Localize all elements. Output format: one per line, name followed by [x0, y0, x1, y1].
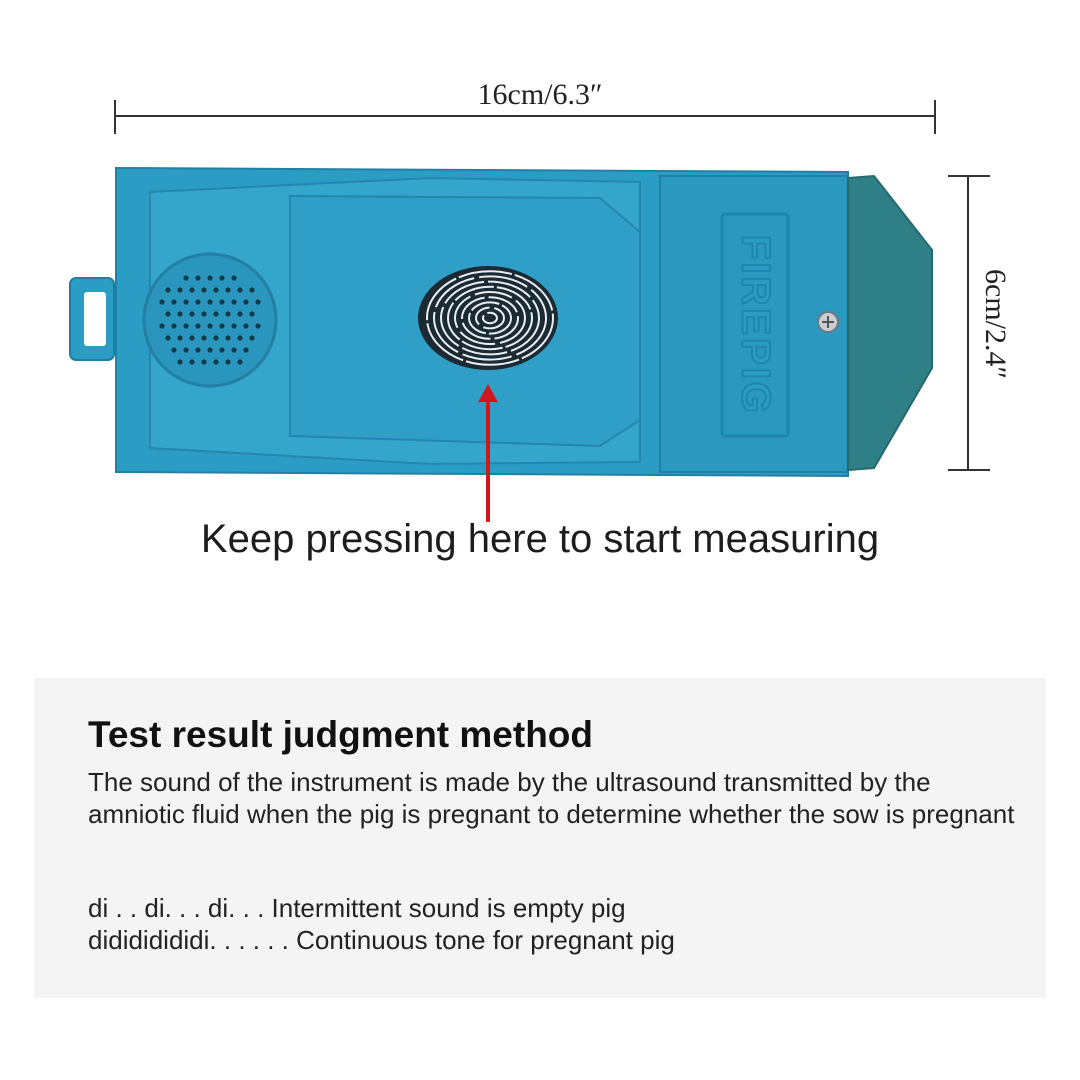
panel-description: The sound of the instrument is made by the ultrasound transmitted by the amniotic fluid when the pig is pregnant to determine whether the sow is pregnant — [88, 767, 1015, 829]
fingerprint-icon — [418, 266, 558, 370]
probe-head — [848, 176, 932, 470]
pregnant-pig-line: didididididi. . . . . . Continuous tone for pregnant pig — [88, 925, 675, 955]
panel-title: Test result judgment method — [88, 714, 594, 755]
brand-text: FIREPIG — [733, 234, 778, 417]
height-label: 6cm/2.4″ — [979, 269, 1012, 379]
empty-pig-line: di . . di. . . di. . . Intermittent sound is empty pig — [88, 893, 626, 923]
instruction-text: Keep pressing here to start measuring — [200, 517, 880, 561]
judgment-panel — [34, 678, 1046, 998]
lanyard-loop-icon — [70, 278, 114, 360]
speaker-grille-icon — [144, 254, 276, 386]
length-label: 16cm/6.3″ — [477, 78, 603, 111]
screw-icon — [818, 312, 838, 332]
